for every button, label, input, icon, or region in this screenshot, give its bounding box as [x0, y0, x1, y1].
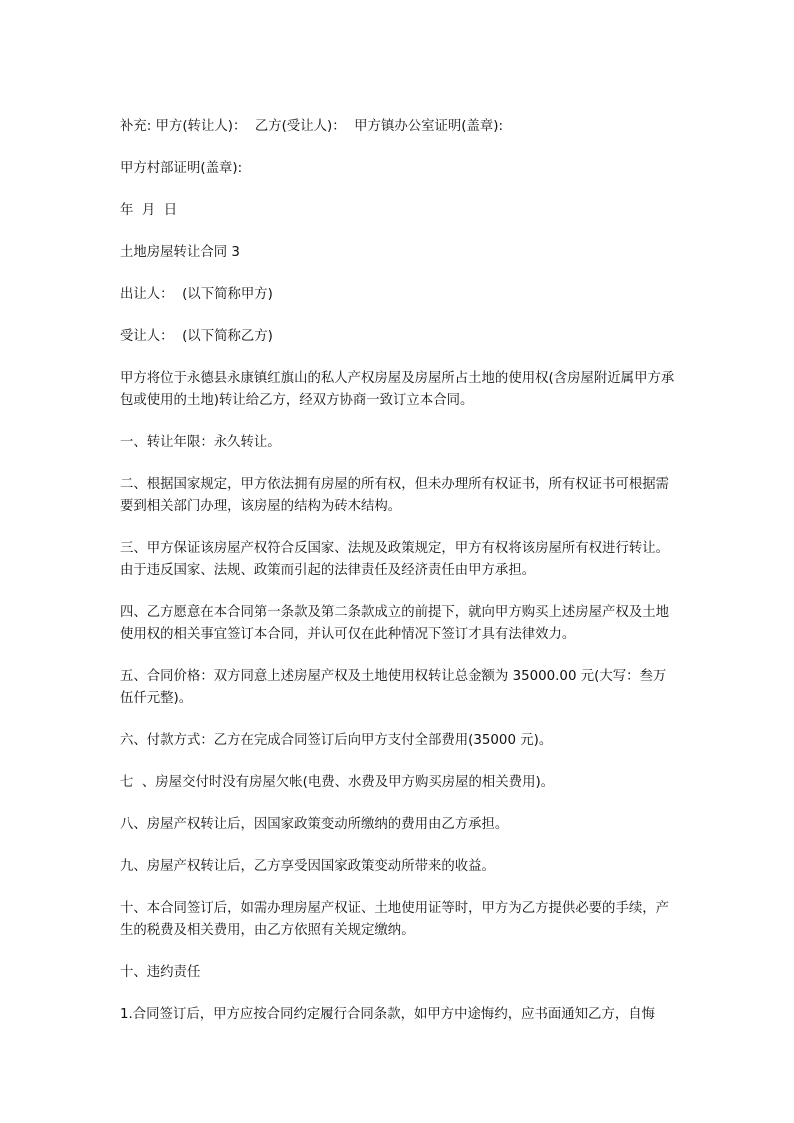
transferee-line: 受让人： (以下简称乙方) — [120, 329, 273, 344]
clause-2: 二、根据国家规定，甲方依法拥有房屋的所有权，但未办理所有权证书，所有权证书可根据需要到相关部门办理，该房屋的结构为砖木结构。 — [120, 477, 670, 514]
clause-7: 七 、房屋交付时没有房屋欠帐(电费、水费及甲方购买房屋的相关费用)。 — [120, 775, 555, 790]
clause-8: 八、房屋产权转让后，因国家政策变动所缴纳的费用由乙方承担。 — [120, 817, 509, 832]
breach-heading: 十、违约责任 — [120, 965, 201, 980]
clause-5-price: 五、合同价格：双方同意上述房屋产权及土地使用权转让总金额为 35000.00 元(大写：叁万伍仟元整)。 — [120, 669, 667, 706]
breach-item-1: 1.合同签订后，甲方应按合同约定履行合同条款，如甲方中途悔约，应书面通知乙方，自悔 — [120, 1007, 656, 1022]
date-line: 年 月 日 — [120, 203, 178, 218]
clause-9: 九、房屋产权转让后，乙方享受因国家政策变动所带来的收益。 — [120, 859, 495, 874]
clause-1: 一、转让年限：永久转让。 — [120, 435, 281, 450]
clause-4: 四、乙方愿意在本合同第一条款及第二条款成立的前提下，就向甲方购买上述房屋产权及土地使用权的相关事宜签订本合同，并认可仅在此种情况下签订才具有法律效力。 — [120, 605, 670, 642]
intro-paragraph: 甲方将位于永德县永康镇红旗山的私人产权房屋及房屋所占土地的使用权(含房屋附近属甲方承包或使用的土地)转让给乙方，经双方协商一致订立本合同。 — [120, 371, 675, 408]
village-proof-line: 甲方村部证明(盖章): — [120, 161, 243, 176]
supplement-signatures-line: 补充: 甲方(转让人)： 乙方(受让人)： 甲方镇办公室证明(盖章): — [120, 119, 504, 134]
clause-10: 十、本合同签订后，如需办理房屋产权证、土地使用证等时，甲方为乙方提供必要的手续，产生的税费及相关费用，由乙方依照有关规定缴纳。 — [120, 901, 670, 938]
clause-6-payment: 六、付款方式：乙方在完成合同签订后向甲方支付全部费用(35000 元)。 — [120, 733, 553, 748]
clause-3: 三、甲方保证该房屋产权符合反国家、法规及政策规定，甲方有权将该房屋所有权进行转让。由于违反国家、法规、政策而引起的法律责任及经济责任由甲方承担。 — [120, 541, 670, 578]
transferor-line: 出让人： (以下简称甲方) — [120, 287, 273, 302]
document-body — [120, 116, 678, 1046]
contract-title: 土地房屋转让合同 3 — [120, 245, 240, 260]
